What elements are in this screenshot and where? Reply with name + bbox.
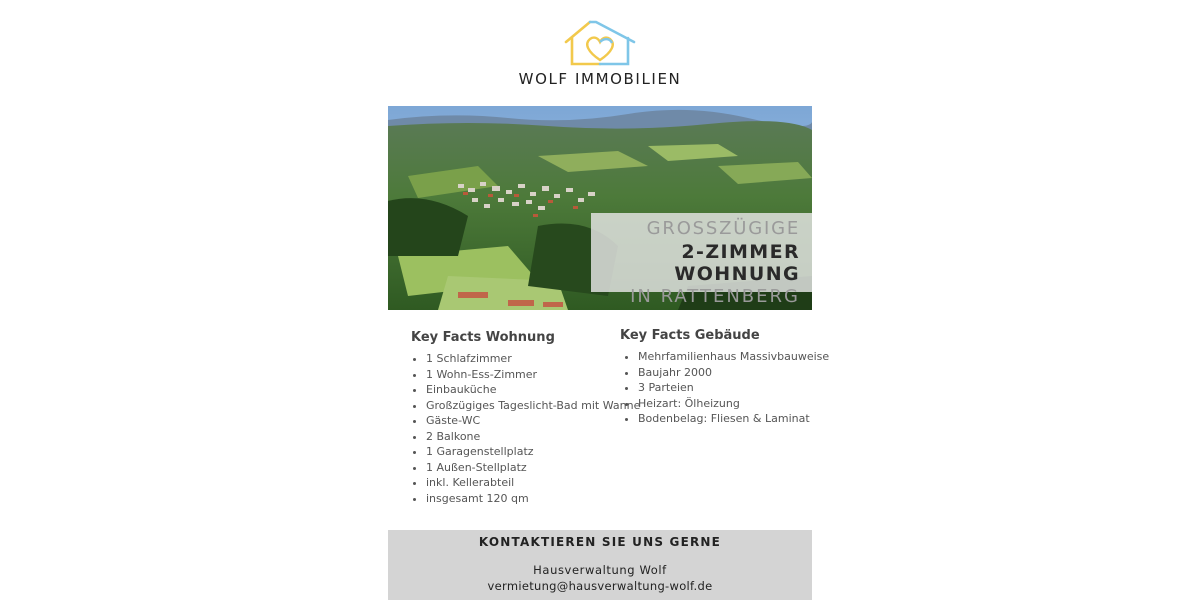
- list-item: • 1 Garagenstellplatz: [426, 444, 640, 460]
- list-item: • Mehrfamilienhaus Massivbauweise: [638, 349, 829, 365]
- contact-name: Hausverwaltung Wolf: [533, 563, 667, 577]
- facts-wohnung-section: [411, 330, 640, 506]
- list-item: • 1 Schlafzimmer: [426, 351, 640, 367]
- hero-banner: [388, 106, 812, 310]
- contact-box: [388, 530, 812, 600]
- list-item: • Gäste-WC: [426, 413, 640, 429]
- hero-headline-box: [591, 213, 812, 307]
- list-item: • Großzügiges Tageslicht-Bad mit Wanne: [426, 398, 640, 414]
- list-item: • 2 Balkone: [426, 429, 640, 445]
- contact-title: KONTAKTIEREN SIE UNS GERNE: [478, 535, 722, 549]
- list-item: • Baujahr 2000: [638, 365, 829, 381]
- hero-headline-line3: IN RATTENBERG: [630, 286, 800, 307]
- facts-gebaeude-title: Key Facts Gebäude: [620, 328, 760, 343]
- facts-gebaeude-list: [620, 349, 829, 427]
- facts-wohnung-title: Key Facts Wohnung: [411, 330, 555, 345]
- hero-headline-line2: 2-ZIMMER WOHNUNG: [674, 241, 800, 285]
- brand-logo: [0, 18, 1200, 88]
- facts-wohnung-list: [411, 351, 640, 506]
- list-item: • inkl. Kellerabteil: [426, 475, 640, 491]
- list-item: • 3 Parteien: [638, 380, 829, 396]
- hero-headline-line1: GROSSZÜGIGE: [646, 218, 800, 239]
- facts-gebaeude-section: [620, 328, 829, 427]
- list-item: • Bodenbelag: Fliesen & Laminat: [638, 411, 829, 427]
- list-item: • 1 Wohn-Ess-Zimmer: [426, 367, 640, 383]
- list-item: • Heizart: Ölheizung: [638, 396, 829, 412]
- list-item: • Einbauküche: [426, 382, 640, 398]
- house-heart-icon: [560, 18, 640, 68]
- list-item: • 1 Außen-Stellplatz: [426, 460, 640, 476]
- list-item: • insgesamt 120 qm: [426, 491, 640, 507]
- contact-email-link[interactable]: vermietung@hausverwaltung-wolf.de: [487, 579, 713, 593]
- brand-name: WOLF IMMOBILIEN: [518, 70, 682, 88]
